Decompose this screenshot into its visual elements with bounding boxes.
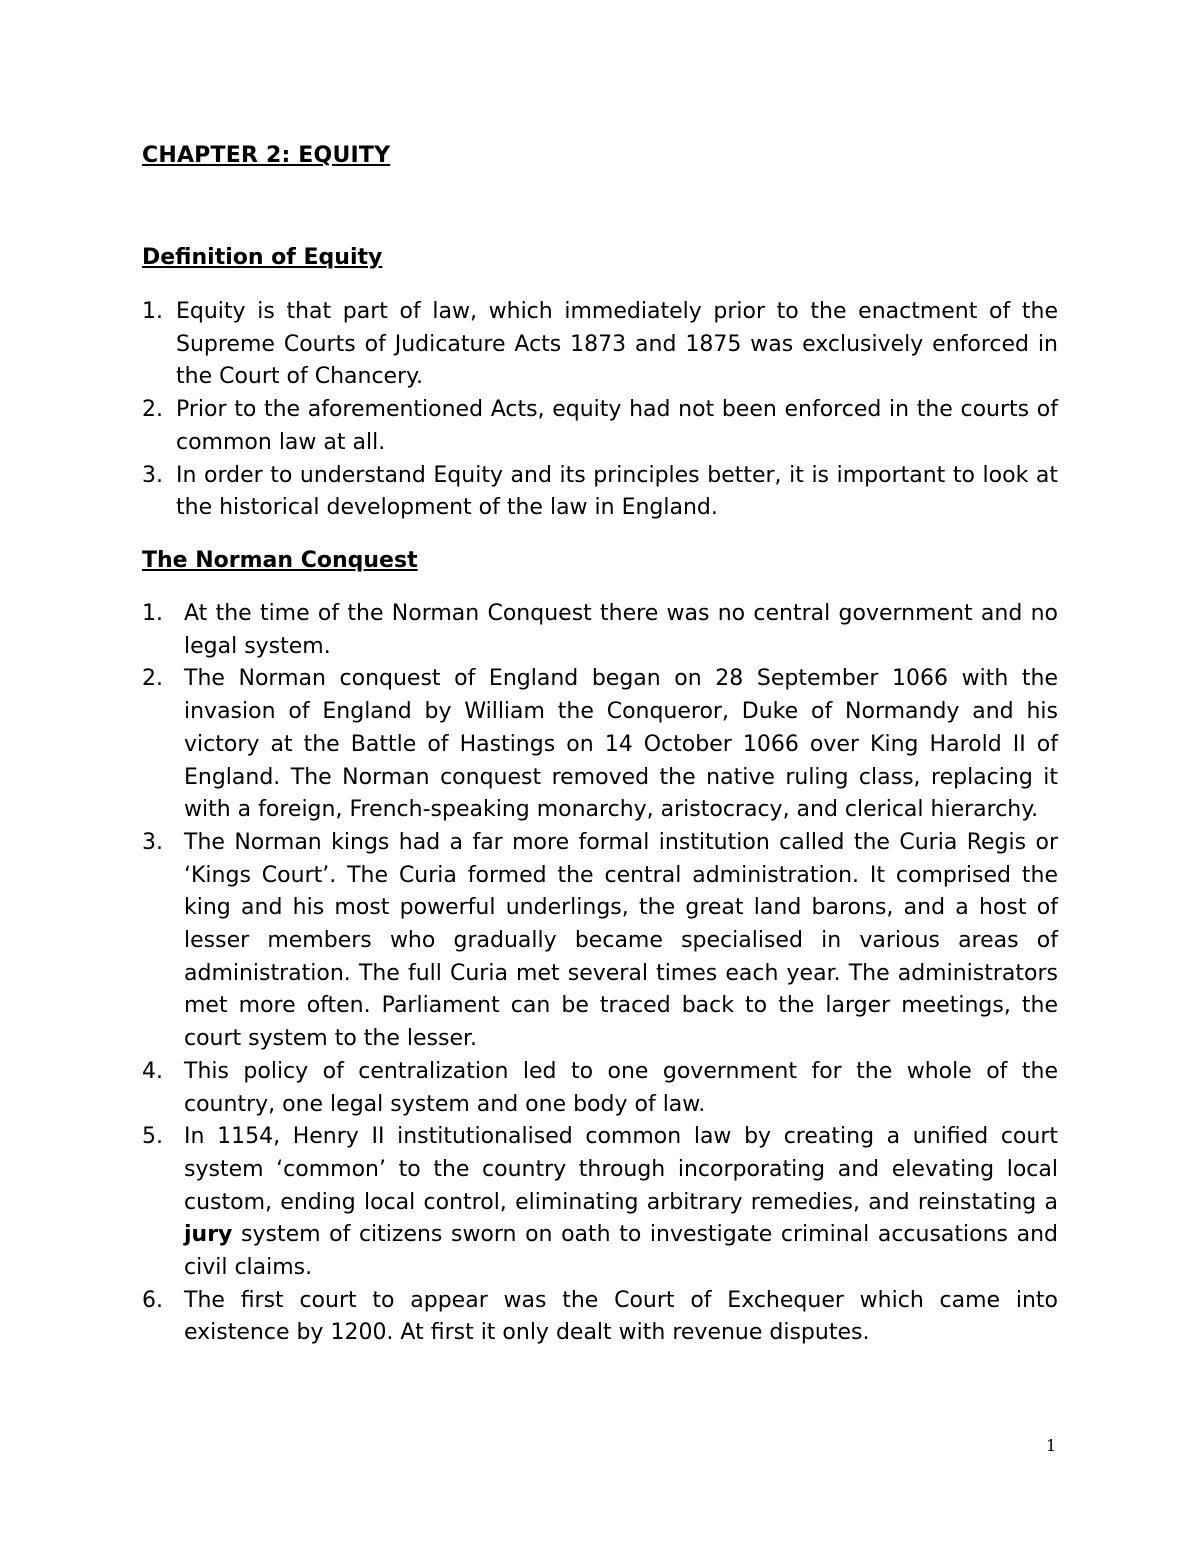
definition-list [142, 296, 1058, 525]
norman-conquest-list [142, 598, 1058, 1350]
list-item [142, 663, 1058, 827]
list-item [142, 598, 1058, 663]
list-item [142, 296, 1058, 394]
list-item-number: 4. [142, 1058, 163, 1084]
list-item [142, 1285, 1058, 1350]
list-item-text: Equity is that part of law, which immediately prior to the enactment of the Supreme Courts of Judicature Acts 1873 and 1875 was exclusively enforced in the Court of Chancery. [176, 299, 1058, 390]
list-item [142, 460, 1058, 525]
list-item-text: Prior to the aforementioned Acts, equity had not been enforced in the courts of common law at all. [176, 397, 1058, 455]
list-item-text: The first court to appear was the Court of Exchequer which came into existence by 1200. At first it only dealt with revenue disputes. [184, 1287, 1058, 1346]
list-item [142, 394, 1058, 459]
list-item-text-end: system of citizens sworn on oath to investigate criminal accusations and civil claims. [184, 1222, 1058, 1281]
list-item-number: 3. [142, 462, 163, 488]
list-item-number: 3. [142, 829, 163, 855]
list-item-text: In order to understand Equity and its principles better, it is important to look at the historical development of the law in England. [176, 462, 1058, 521]
section-heading-definition: Definition of Equity [142, 245, 383, 270]
page-number: 1 [1046, 1436, 1057, 1455]
list-item-number: 2. [142, 397, 163, 423]
list-item-number: 6. [142, 1287, 163, 1313]
list-item-number: 5. [142, 1124, 163, 1150]
list-item-text: The Norman conquest of England began on 28 September 1066 with the invasion of England by William the Conqueror, Duke of Normandy and his victory at the Battle of Hastings on 14 October 1066 over King Harold II of England. The Norman conquest removed the native ruling class, replacing it with a foreign, French-speaking monarchy, aristocracy, and clerical hierarchy. [184, 666, 1058, 823]
list-item-number: 1. [142, 299, 163, 324]
list-item-number: 2. [142, 666, 163, 692]
list-item-text: At the time of the Norman Conquest there was no central government and no legal system. [184, 601, 1058, 659]
section-heading-norman-conquest: The Norman Conquest [142, 548, 418, 573]
list-item [142, 1056, 1058, 1121]
list-item-text: This policy of centralization led to one government for the whole of the country, one legal system and one body of law. [184, 1058, 1058, 1117]
list-item [142, 827, 1058, 1056]
list-item [142, 1121, 1058, 1285]
list-item-text: The Norman kings had a far more formal institution called the Curia Regis or ‘Kings Court’. The Curia formed the central administration. It comprised the king and his most powerful underlings, the great land barons, and a host of lesser members who gradually became specialised in various areas of administration. The full Curia met several times each year. The administrators met more often. Parliament can be traced back to the larger meetings, the court system to the lesser. [184, 829, 1058, 1052]
bold-keyword-jury: jury [184, 1222, 233, 1248]
list-item-text-start: In 1154, Henry II institutionalised common law by creating a unified court system ‘common’ to the country through incorporating and elevating local custom, ending local control, eliminating arbitrary remedies, and reinstating a [184, 1124, 1058, 1215]
list-item-number: 1. [142, 601, 163, 626]
document-page [142, 0, 1058, 1553]
chapter-title: CHAPTER 2: EQUITY [142, 143, 391, 168]
